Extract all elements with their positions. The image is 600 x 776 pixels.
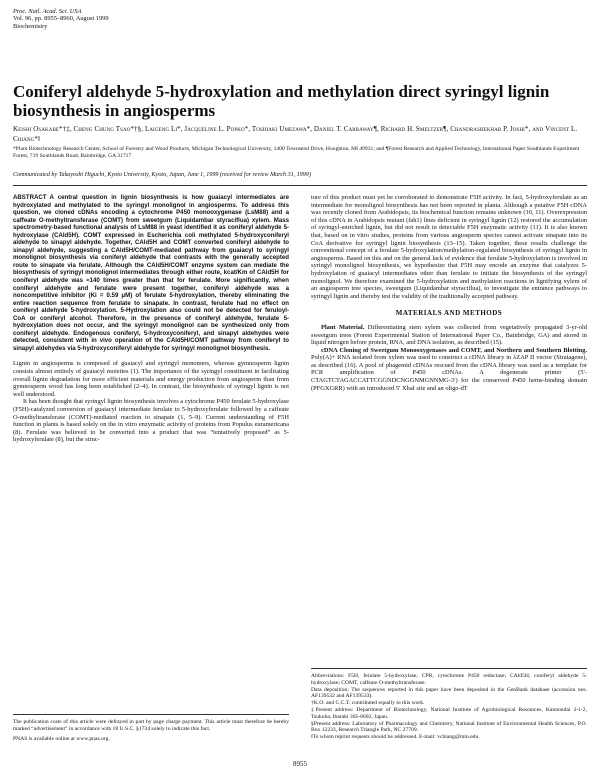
publication-note-box bbox=[13, 714, 289, 742]
cdna-cloning-head: cDNA Cloning of Sweetgum Monooxygenases and COMT, and Northern and Southern Blotting. bbox=[321, 346, 587, 354]
page-number: 8955 bbox=[293, 760, 307, 768]
right-column bbox=[311, 194, 587, 392]
footnote-reprint-requests: ‖To whom reprint requests should be addressed. E-mail: vchiang@mtu.edu. bbox=[311, 734, 480, 741]
intro-paragraph-1: Lignin in angiosperms is composed of guaiacyl and syringyl monomers, whereas gymnosperm lignin consists almost entirely of guaiacyl moieties (1). The importance of the syringyl constituent in facilitating overall lignin degradation for more efficient materials and energy production from angiosperm than from gymnosperm wood has long been established (2–4). In contrast, the biosynthesis of syringyl lignin is not well understood. bbox=[13, 360, 289, 398]
abstract bbox=[13, 194, 289, 352]
intro-continued: ture of this product must yet be corroborated to demonstrate F5H activity. In fact, 5-hydroxyferulate as an intermediate for monolignol biosynthesis has not been reported in planta. Although a putative F5H cDNA was recently cloned from Arabidopsis, its biochemical function remains unknown (10, 11). Overexpression of this cDNA in Arabidopsis mutant (fah1) lines deficient in syringyl lignin (12) restored the accumulation of syringyl-enriched lignin, but did not result in detectable F5H enzymatic activity (11). It is also known that, based on in vitro studies, proteins from various angiosperm species cannot activate sinapate into its CoA derivative for syringyl lignin biosynthesis (13–15). Taken together, these results challenge the conventional concept of a ferulate 5-hydroxylation/methylation-regulated biosynthesis of syringyl lignin in angiosperms. Based on this and on the general lack of evidence that ferulate 5-hydroxylation is involved in syringyl monolignol biosynthesis, we hypothesize that F5H may encode an enzyme that catalyzes 5-hydroxylation of guaiacyl intermediates other than ferulate to initiate the biosynthesis of the syringyl monolignol. We therefore examined the 5-hydroxylation and methylation reactions in lignifying xylem of an angiosperm tree species, sweetgum (Liquidambar styraciflua), to investigate the entrance pathways to syringyl lignin and thereby test the validity of the traditionally accepted pathway. bbox=[311, 194, 587, 300]
affiliations: *Plant Biotechnology Research Center, School of Forestry and Wood Products, Michigan Technological University, 1400 Townsend Drive, Houghton, MI 49931; and ¶Forest Research and Applied Technology, International Paper Southlands Experiment Forest, 719 Southlands Road, Bainbridge, GA 31717 bbox=[13, 146, 580, 160]
footnotes bbox=[311, 668, 587, 741]
plant-material-paragraph bbox=[311, 324, 587, 347]
plant-material-head: Plant Material. bbox=[321, 323, 365, 331]
footnote-address-2: §Present address: Laboratory of Pharmacology and Chemistry, National Institute of Environmental Health Sciences, P.O. Box 12233, Research Triangle Park, NC 27709. bbox=[311, 720, 587, 734]
volume-info: Vol. 96, pp. 8955–8960, August 1999 bbox=[13, 15, 109, 23]
intro-paragraph-2: It has been thought that syringyl lignin biosynthesis involves a cytochrome P450 ferulate 5-hydroxylase (F5H)-catalyzed conversion of guaiacyl intermediate ferulate to 5-hydroxyferulate followed by a caffeate O-methyltransferase (COMT)-mediated reaction to sinapate (1, 5–9). Current understanding of F5H function in plants is based solely on the in vitro enzymatic activity of proteins from Populus euramericana (8). Ferulate was believed to be converted into a product that was “tentatively proposed” as 5-hydroxyferulate (8), but the struc- bbox=[13, 398, 289, 444]
footnote-address-1: ‡Present address: Department of Biotechnology, National Institute of Agrobiological Resources, Kannondai 2-1-2, Tsukuba, Ibaraki 305-8602, Japan. bbox=[311, 706, 587, 720]
cdna-cloning-text: Poly(A)+ RNA isolated from xylem was used to construct a cDNA library in λZAP II vector (Stratagene), as described (16). A pool of phagemid cDNAs rescued from the cDNA library was used as a template for PCR amplification of P450 cDNAs. A degenerate primer (5′-CTAGTCTAGACCATTCGGNDCNGGNMGNNMG-3′) for the conserved P450 heme-binding domain (PFGXGRR) with an introduced 5′ XbaI site and an oligo-dT bbox=[311, 354, 587, 392]
methods-heading: MATERIALS AND METHODS bbox=[395, 309, 503, 318]
footnote-abbreviations: Abbreviations: F5H, ferulate 5-hydroxylase; CPR, cytochrome P450 reductase; CAld5H, coniferyl aldehyde 5-hydroxylase; COMT, caffeate O-methyltransferase. bbox=[311, 673, 587, 686]
footnote-data-deposition: Data deposition: The sequences reported in this paper have been deposited in the GenBank database (accession nos. AF139532 and AF139533). bbox=[311, 686, 587, 700]
abstract-label: ABSTRACT bbox=[13, 194, 47, 201]
header-divider bbox=[13, 185, 587, 186]
author-list: Keishi Osakabe*†‡, Cheng Chung Tsao*†§, Laigeng Li*, Jacqueline L. Popko*, Toshiaki Umezawa*, Daniel T. Carraway¶, Richard H. Smeltzer¶, Chandrashekhar P. Joshi*, and Vincent L. Chiang*‖ bbox=[13, 125, 578, 143]
publication-note: The publication costs of this article were defrayed in part by page charge payment. This article must therefore be hereby marked “advertisement” in accordance with 18 U.S.C. §1734 solely to indicate this fact. bbox=[13, 719, 289, 732]
paper-title: Coniferyl aldehyde 5-hydroxylation and methylation direct syringyl lignin biosynthesis in angiosperms bbox=[13, 82, 550, 120]
left-column bbox=[13, 194, 289, 444]
journal-name: Proc. Natl. Acad. Sci. USA bbox=[13, 8, 82, 15]
plant-material-text: Differentiating stem xylem was collected from vegetatively propagated 3-yr-old sweetgum trees (Forest Experimental Station of International Paper Co., Bainbridge, GA) and stored in liquid nitrogen before protein, RNA, and DNA isolation, as described (15). bbox=[311, 323, 587, 347]
section-name: Biochemistry bbox=[13, 22, 48, 30]
journal-header bbox=[13, 8, 109, 30]
communicated-by: Communicated by Takayoshi Higuchi, Kyoto University, Kyoto, Japan, June 1, 1999 (received for review March 31, 1999) bbox=[13, 172, 311, 178]
footnote-equal-contribution: †K.O. and C.C.T. contributed equally to this work. bbox=[311, 700, 425, 707]
pnas-online-note: PNAS is available online at www.pnas.org. bbox=[13, 735, 110, 742]
abstract-text: A central question in lignin biosynthesis is how guaiacyl intermediates are hydroxylated and methylated to the syringyl monolignol in angiosperms. To address this question, we cloned cDNAs encoding a cytochrome P450 monooxygenase (LsM88) and a caffeate O-methyltransferase (COMT) from sweetgum (Liquidambar styraciflua) xylem. Mass spectrometry-based functional analysis of LsM88 in yeast identified it as coniferyl aldehyde 5-hydroxylase (CAld5H). COMT expressed in Escherichia coli methylated 5-hydroxyconiferyl aldehyde to sinapyl aldehyde. Together, CAld5H and COMT converted coniferyl aldehyde to sinapyl aldehyde, suggesting a CAld5H/COMT-mediated pathway from guaiacyl to syringyl monolignol biosynthesis via coniferyl aldehyde that contrasts with the generally accepted route to sinapate via ferulate. Although the CAld5H/COMT enzyme system can mediate the biosynthesis of syringyl monolignol intermediates through either route, kcat/Km of CAld5H for coniferyl aldehyde was ≈140 times greater than that for ferulate. More significantly, when coniferyl aldehyde and ferulate were present together, coniferyl aldehyde was a noncompetitive inhibitor (Ki = 0.59 μM) of ferulate 5-hydroxylation, thereby eliminating the entire reaction sequence from ferulate to sinapate. In contrast, ferulate had no effect on coniferyl aldehyde 5-hydroxylation. 5-Hydroxylation also could not be detected for feruloyl-CoA or coniferyl alcohol. Therefore, in the presence of coniferyl aldehyde, ferulate 5-hydroxylation does not occur, and the syringyl monolignol can be synthesized only from coniferyl aldehyde. Endogenous coniferyl, 5-hydroxyconiferyl, and sinapyl aldehydes were detected, consistent with in vivo operation of the CAld5H/COMT pathway from coniferyl to sinapyl aldehydes via 5-hydroxyconiferyl aldehyde for syringyl monolignol biosynthesis. bbox=[13, 194, 289, 352]
cdna-cloning-paragraph bbox=[311, 347, 587, 393]
